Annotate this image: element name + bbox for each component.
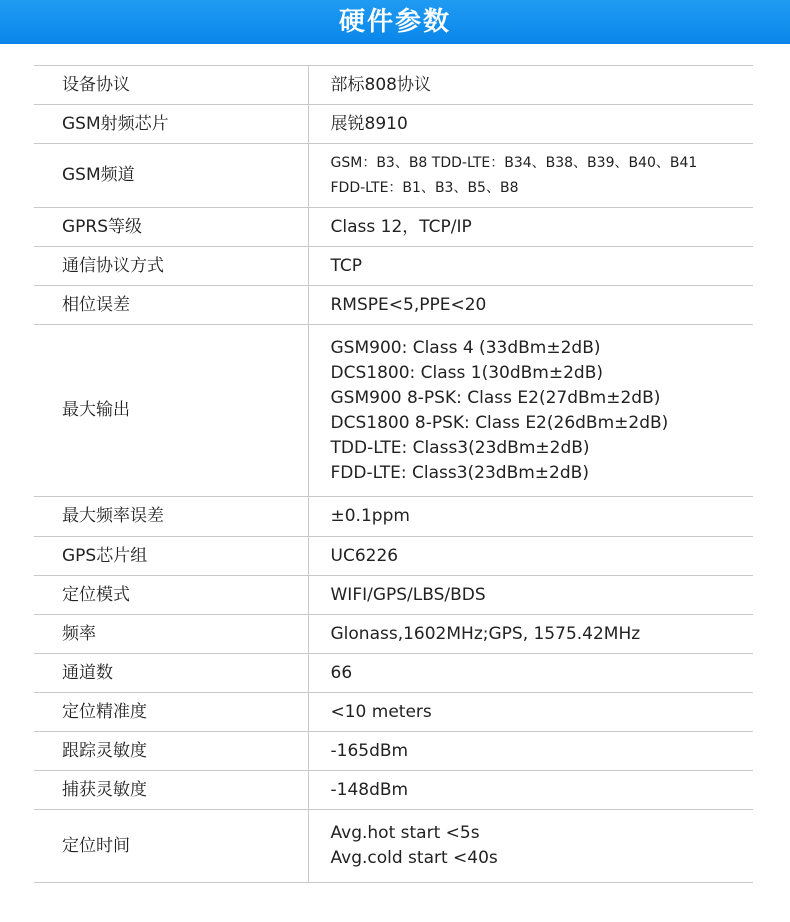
spec-label: 最大输出 xyxy=(34,325,308,497)
spec-value xyxy=(308,615,753,654)
table-row xyxy=(34,105,753,144)
spec-value-line: FDD-LTE：B1、B3、B5、B8 xyxy=(330,179,519,196)
spec-value xyxy=(308,144,753,208)
spec-value xyxy=(308,497,753,537)
spec-value-line: <10 meters xyxy=(330,701,432,722)
table-row xyxy=(34,654,753,693)
table-row xyxy=(34,732,753,771)
spec-label: 跟踪灵敏度 xyxy=(34,732,308,771)
table-row xyxy=(34,286,753,325)
spec-label: 设备协议 xyxy=(34,66,308,105)
spec-value xyxy=(308,247,753,286)
table-row xyxy=(34,771,753,810)
table-row xyxy=(34,325,753,497)
spec-value xyxy=(308,325,753,497)
spec-label: 最大频率误差 xyxy=(34,497,308,537)
table-row xyxy=(34,576,753,615)
table-row xyxy=(34,810,753,883)
spec-label: 相位误差 xyxy=(34,286,308,325)
spec-label: 通道数 xyxy=(34,654,308,693)
table-row xyxy=(34,208,753,247)
spec-label: 频率 xyxy=(34,615,308,654)
table-row xyxy=(34,497,753,537)
spec-value xyxy=(308,66,753,105)
spec-value-line: GSM900: Class 4 (33dBm±2dB) xyxy=(330,337,601,358)
spec-label: GPRS等级 xyxy=(34,208,308,247)
spec-value-line: TCP xyxy=(330,255,363,276)
spec-value-line: Class 12，TCP/IP xyxy=(330,216,472,237)
spec-value-line: -148dBm xyxy=(330,779,409,800)
spec-value-line: 展锐8910 xyxy=(330,113,408,134)
spec-value-line: DCS1800: Class 1(30dBm±2dB) xyxy=(330,362,604,383)
spec-value-line: GSM900 8-PSK: Class E2(27dBm±2dB) xyxy=(330,387,661,408)
spec-label: GPS芯片组 xyxy=(34,537,308,576)
spec-value-line: 66 xyxy=(330,662,353,683)
page-title: 硬件参数 xyxy=(338,7,451,37)
spec-value xyxy=(308,286,753,325)
table-row xyxy=(34,144,753,208)
spec-value-line: -165dBm xyxy=(330,740,409,761)
spec-value-line: 部标808协议 xyxy=(330,74,431,95)
spec-value-line: Avg.hot start <5s xyxy=(330,823,480,843)
spec-value-line: GSM：B3、B8 TDD-LTE：B34、B38、B39、B40、B41 xyxy=(330,154,698,171)
spec-value-line: UC6226 xyxy=(330,545,399,566)
spec-value-line: WIFI/GPS/LBS/BDS xyxy=(330,584,486,605)
table-row xyxy=(34,615,753,654)
spec-value-line: TDD-LTE: Class3(23dBm±2dB) xyxy=(330,437,590,458)
table-row xyxy=(34,247,753,286)
spec-value-line: Avg.cold start <40s xyxy=(330,848,498,868)
spec-value xyxy=(308,771,753,810)
spec-value xyxy=(308,810,753,883)
spec-value-line: FDD-LTE: Class3(23dBm±2dB) xyxy=(330,462,589,483)
spec-value xyxy=(308,693,753,732)
spec-value xyxy=(308,576,753,615)
spec-value-line: RMSPE<5,PPE<20 xyxy=(330,294,487,315)
spec-value xyxy=(308,732,753,771)
spec-label: GSM频道 xyxy=(34,144,308,208)
spec-value xyxy=(308,537,753,576)
spec-label: 定位精准度 xyxy=(34,693,308,732)
spec-value xyxy=(308,654,753,693)
spec-table xyxy=(34,65,753,883)
spec-label: 捕获灵敏度 xyxy=(34,771,308,810)
table-row xyxy=(34,66,753,105)
table-row xyxy=(34,693,753,732)
spec-label: 定位模式 xyxy=(34,576,308,615)
spec-label: 通信协议方式 xyxy=(34,247,308,286)
spec-value-line: DCS1800 8-PSK: Class E2(26dBm±2dB) xyxy=(330,412,669,433)
spec-value-line: ±0.1ppm xyxy=(330,506,410,526)
table-row xyxy=(34,537,753,576)
spec-label: GSM射频芯片 xyxy=(34,105,308,144)
spec-value xyxy=(308,105,753,144)
spec-label: 定位时间 xyxy=(34,810,308,883)
spec-value-line: Glonass,1602MHz;GPS, 1575.42MHz xyxy=(330,623,641,644)
spec-value xyxy=(308,208,753,247)
